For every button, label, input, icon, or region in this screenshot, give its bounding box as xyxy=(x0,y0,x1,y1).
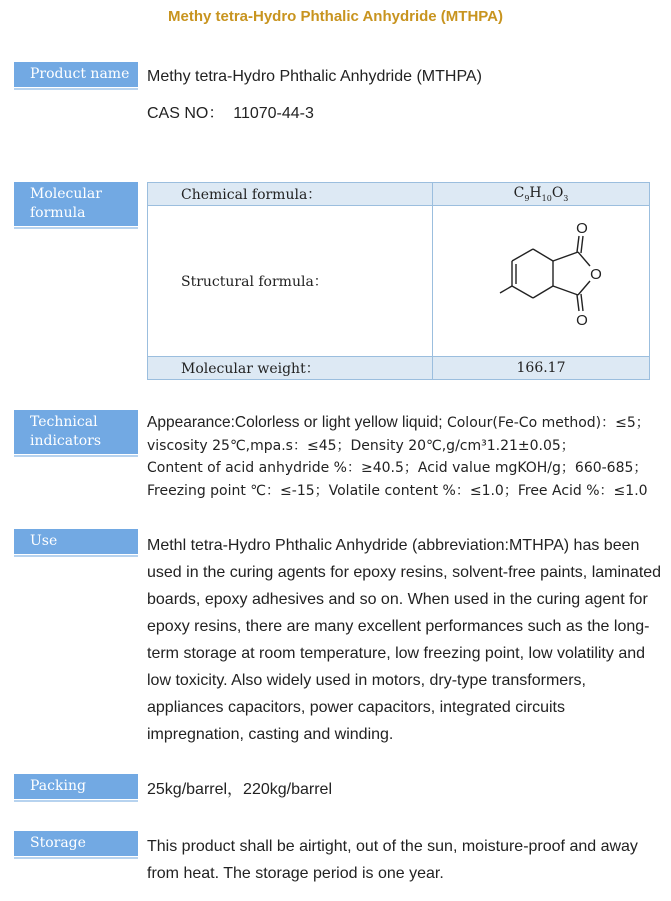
table-row xyxy=(148,183,650,206)
structure-diagram xyxy=(498,216,623,341)
atom-label: O xyxy=(590,266,602,283)
use-label: Use xyxy=(14,529,138,554)
packing-text: 25kg/barrel，220kg/barrel xyxy=(147,781,332,798)
page-title: Methy tetra-Hydro Phthalic Anhydride (MTHPA) xyxy=(167,8,504,25)
appearance-text: Appearance:Colorless or light yellow liquid; xyxy=(147,414,443,431)
storage-label: Storage xyxy=(14,831,138,856)
use-text: Methl tetra-Hydro Phthalic Anhydride (abbreviation:MTHPA) has been used in the curing agents for epoxy resins, solvent-free paints, laminated boards, epoxy adhesives and so on. When used in the curing agent for epoxy resins, there are many excellent performances such as the long-term storage at room temperature, low freezing point, low volatility and low toxicity. Also widely used in motors, dry-type transformers, appliances capacitors, power capacitors, integrated circuits impregnation, casting and winding. xyxy=(147,537,662,743)
technical-indicators-text xyxy=(147,412,667,502)
storage-text: This product shall be airtight, out of the sun, moisture-proof and away from heat. The storage period is one year. xyxy=(147,838,638,882)
molecular-weight-key: Molecular weight： xyxy=(148,357,433,380)
atom-label: O xyxy=(576,312,588,329)
structural-formula-key: Structural formula： xyxy=(148,206,433,357)
anhydride-acid-value-text: Content of acid anhydride %：≥40.5；Acid value mgKOH/g；660-685； xyxy=(147,460,648,476)
colour-text: Colour(Fe-Co method)：≤5； xyxy=(442,415,650,431)
technical-label-line2: indicators xyxy=(30,433,102,449)
cas-label: CAS NO： xyxy=(147,105,225,122)
cas-value: 11070-44-3 xyxy=(233,105,314,122)
technical-label-line1: Technical xyxy=(30,414,98,430)
molecular-formula-label xyxy=(14,182,138,226)
technical-indicators-label xyxy=(14,410,138,454)
cas-number xyxy=(147,100,314,123)
viscosity-density-text: viscosity 25℃,mpa.s：≤45；Density 20℃,g/cm³1.21±0.05； xyxy=(147,437,575,454)
packing-label: Packing xyxy=(14,774,138,799)
atom-label: O xyxy=(576,220,588,237)
table-row xyxy=(148,206,650,357)
chemical-formula-key: Chemical formula： xyxy=(148,183,433,206)
molecular-table xyxy=(147,182,650,380)
chemical-formula-value: $C_9H_{10}O_3$ xyxy=(433,183,650,206)
freezing-volatile-text: Freezing point ℃：≤-15；Volatile content %：≤1.0；Free Acid %：≤1.0 xyxy=(147,482,648,499)
structural-formula-cell xyxy=(433,206,650,357)
molecular-weight-value: 166.17 xyxy=(433,357,650,380)
molecular-label-line2: formula xyxy=(30,205,86,221)
molecular-label-line1: Molecular xyxy=(30,186,102,202)
product-name-label: Product name xyxy=(14,62,138,87)
table-row xyxy=(148,357,650,380)
product-name-value: Methy tetra-Hydro Phthalic Anhydride (MTHPA) xyxy=(147,68,482,85)
